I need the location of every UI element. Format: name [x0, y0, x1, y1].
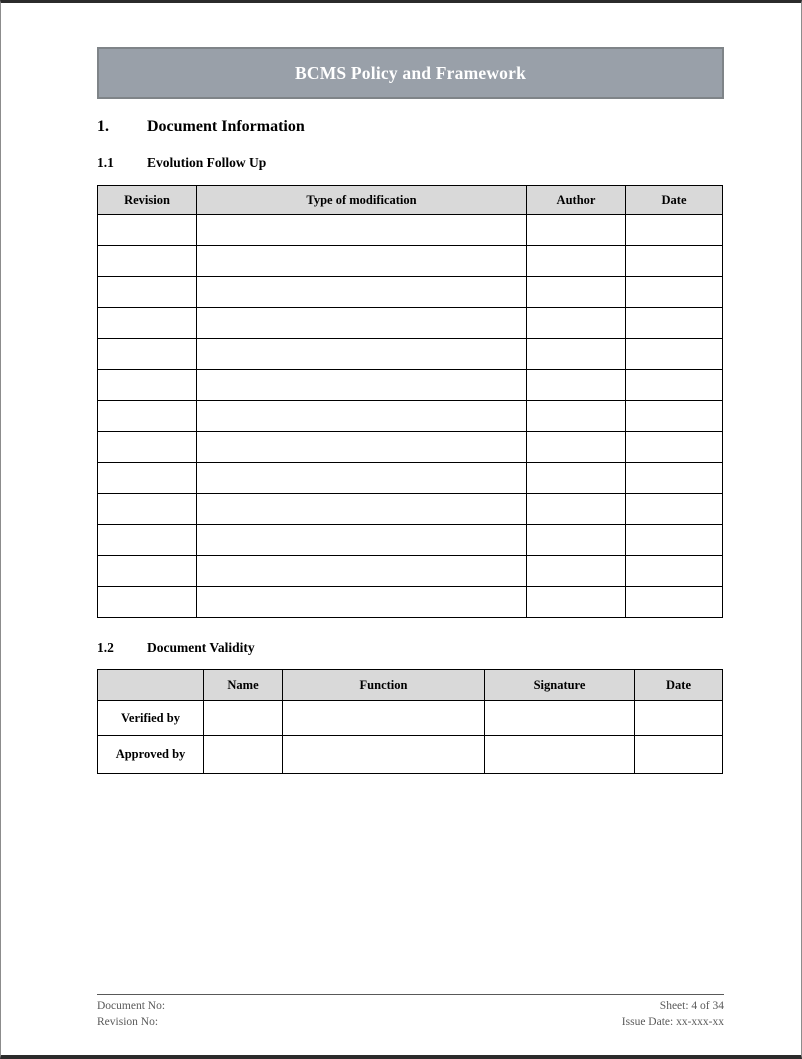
evolution-table-cell [197, 556, 527, 587]
evolution-table-cell [197, 525, 527, 556]
column-header-signature: Signature [485, 670, 635, 701]
evolution-table-header-row [98, 186, 723, 215]
footer-left [97, 998, 165, 1030]
evolution-table-cell [527, 370, 626, 401]
footer-right [622, 998, 724, 1030]
evolution-table-cell [527, 494, 626, 525]
evolution-table-cell [527, 339, 626, 370]
subsection-title: Evolution Follow Up [147, 155, 267, 170]
subsection-heading-evolution-follow-up [97, 156, 724, 170]
column-header-name: Name [204, 670, 283, 701]
column-header-blank [98, 670, 204, 701]
column-header-revision: Revision [98, 186, 197, 215]
validity-table-header-row [98, 670, 723, 701]
evolution-table-cell [626, 525, 723, 556]
evolution-table-row [98, 339, 723, 370]
validity-table-head [98, 670, 723, 701]
evolution-table-row [98, 215, 723, 246]
evolution-table-cell [197, 370, 527, 401]
evolution-table-cell [197, 308, 527, 339]
section-heading-document-information [97, 119, 724, 135]
row-label: Approved by [98, 736, 204, 774]
name-cell [204, 701, 283, 736]
signature-cell [485, 701, 635, 736]
evolution-table-cell [527, 432, 626, 463]
name-cell [204, 736, 283, 774]
evolution-table-cell [197, 463, 527, 494]
evolution-table-cell [98, 308, 197, 339]
section-title: Document Information [147, 118, 305, 135]
evolution-table-cell [197, 432, 527, 463]
evolution-table-cell [197, 494, 527, 525]
evolution-table-cell [98, 587, 197, 618]
evolution-table-cell [197, 277, 527, 308]
evolution-table-cell [98, 401, 197, 432]
sheet-number: Sheet: 4 of 34 [659, 1000, 724, 1012]
evolution-table-row [98, 246, 723, 277]
column-header-function: Function [283, 670, 485, 701]
evolution-table-row [98, 494, 723, 525]
document-no-label: Document No: [97, 1000, 166, 1012]
evolution-table-cell [527, 587, 626, 618]
subsection-title: Document Validity [147, 640, 255, 655]
evolution-table-cell [626, 339, 723, 370]
evolution-table-cell [626, 401, 723, 432]
evolution-table-cell [98, 246, 197, 277]
evolution-table-cell [98, 463, 197, 494]
evolution-table-row [98, 308, 723, 339]
evolution-table-row [98, 401, 723, 432]
date-cell [635, 736, 723, 774]
issue-date: Issue Date: xx-xxx-xx [621, 1016, 724, 1028]
signature-cell [485, 736, 635, 774]
evolution-table-cell [626, 556, 723, 587]
evolution-table-cell [98, 556, 197, 587]
evolution-table-row [98, 432, 723, 463]
evolution-table-cell [626, 494, 723, 525]
evolution-table-cell [626, 463, 723, 494]
subsection-number: 1.1 [97, 155, 114, 170]
evolution-table-cell [626, 277, 723, 308]
evolution-table-cell [626, 587, 723, 618]
evolution-table-cell [527, 246, 626, 277]
evolution-table-cell [527, 215, 626, 246]
document-title: BCMS Policy and Framework [294, 62, 527, 83]
evolution-table-row [98, 277, 723, 308]
page-footer [97, 994, 724, 1030]
validity-row-verified-by [98, 701, 723, 736]
section-number: 1. [97, 118, 109, 135]
function-cell [283, 701, 485, 736]
evolution-table-row [98, 370, 723, 401]
evolution-table-cell [626, 432, 723, 463]
row-label: Verified by [98, 701, 204, 736]
evolution-table-cell [527, 525, 626, 556]
evolution-table-row [98, 587, 723, 618]
evolution-table-cell [626, 308, 723, 339]
date-cell [635, 701, 723, 736]
evolution-table-cell [98, 525, 197, 556]
evolution-table-cell [527, 401, 626, 432]
evolution-table-cell [626, 215, 723, 246]
evolution-follow-up-table [97, 185, 723, 618]
evolution-table-cell [197, 401, 527, 432]
subsection-number: 1.2 [97, 640, 114, 655]
evolution-table-cell [98, 339, 197, 370]
document-validity-table [97, 669, 723, 774]
function-cell [283, 736, 485, 774]
column-header-author: Author [527, 186, 626, 215]
evolution-table-cell [98, 277, 197, 308]
title-banner [97, 47, 724, 99]
column-header-type-of-modification: Type of modification [197, 186, 527, 215]
evolution-table-row [98, 556, 723, 587]
column-header-date: Date [626, 186, 723, 215]
evolution-table-cell [98, 432, 197, 463]
evolution-table-cell [626, 246, 723, 277]
evolution-table-cell [527, 463, 626, 494]
evolution-table-cell [197, 339, 527, 370]
evolution-table-row [98, 525, 723, 556]
page-content [97, 3, 724, 774]
evolution-table-cell [527, 556, 626, 587]
evolution-table-cell [527, 277, 626, 308]
evolution-table-body [98, 215, 723, 618]
column-header-date: Date [635, 670, 723, 701]
evolution-table-row [98, 463, 723, 494]
evolution-table-cell [197, 215, 527, 246]
revision-no-label: Revision No: [97, 1016, 159, 1028]
evolution-table-cell [98, 370, 197, 401]
evolution-table-head [98, 186, 723, 215]
validity-table-body [98, 701, 723, 774]
evolution-table-cell [197, 246, 527, 277]
evolution-table-cell [98, 494, 197, 525]
evolution-table-cell [626, 370, 723, 401]
evolution-table-cell [527, 308, 626, 339]
evolution-table-cell [197, 587, 527, 618]
evolution-table-cell [98, 215, 197, 246]
validity-row-approved-by [98, 736, 723, 774]
subsection-heading-document-validity [97, 641, 724, 655]
